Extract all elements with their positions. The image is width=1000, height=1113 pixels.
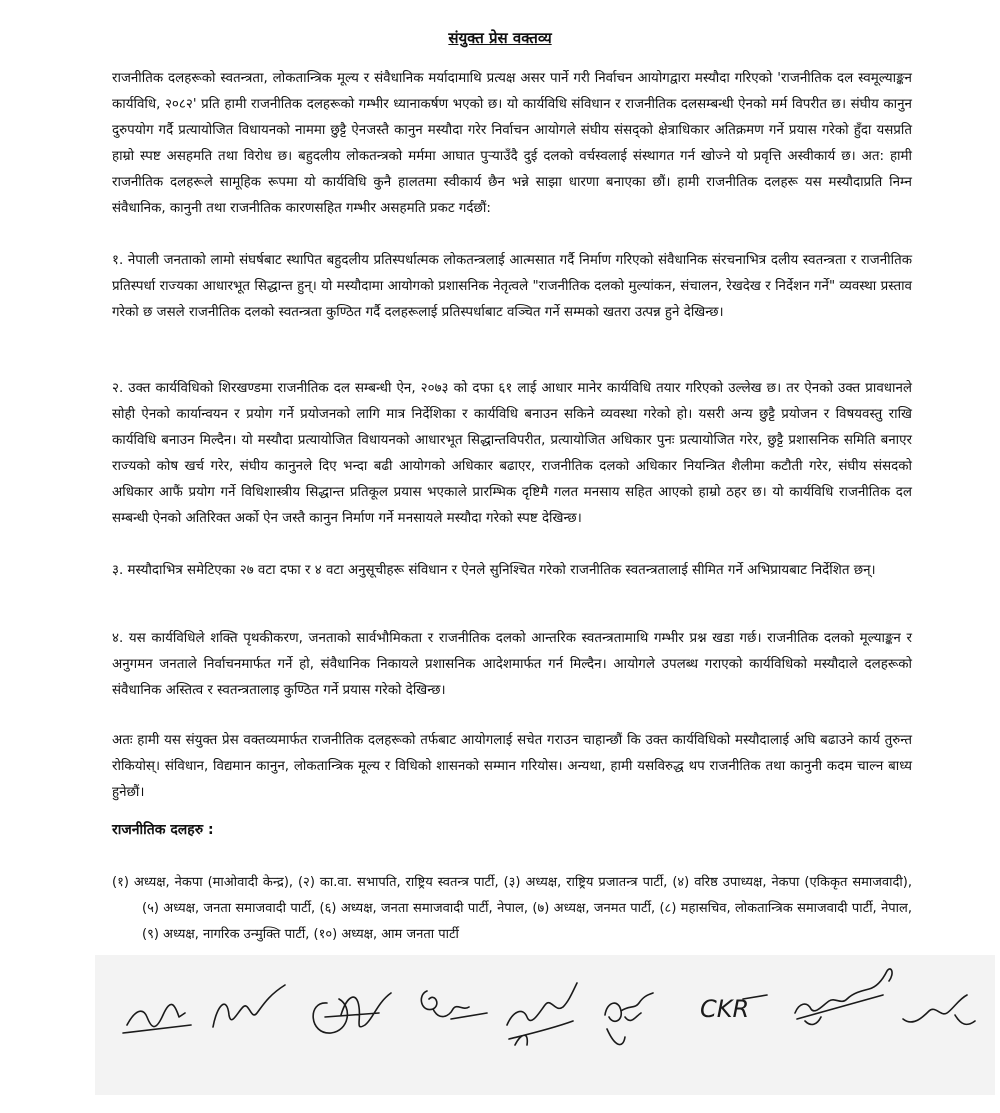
- signatures-area: [95, 955, 995, 1095]
- signatories-list: (१) अध्यक्ष, नेकपा (माओवादी केन्द्र), (२) का.वा. सभापति, राष्ट्रिय स्वतन्त्र पार्टी, (३) अध्यक्ष, राष्ट्रिय प्रजातन्त्र पार्टी, (४) वरिष्ठ उपाध्यक्ष, नेकपा (एकिकृत समाजवादी), (५) अध्यक्ष, जनता समाजवादी पार्टी, (६) अध्यक्ष, जनता समाजवादी पार्टी, नेपाल, (७) अध्यक्ष, जनमत पार्टी, (८) महासचिव, लोकतान्त्रिक समाजवादी पार्टी, नेपाल, (९) अध्यक्ष, नागरिक उन्मुक्ति पार्टी, (१०) अध्यक्ष, आम जनता पार्टी: [112, 875, 912, 942]
- signature-4: [421, 991, 487, 1019]
- signature-9: [903, 995, 975, 1024]
- document-title: संयुक्त प्रेस वक्तव्य: [448, 29, 552, 47]
- intro-paragraph: राजनीतिक दलहरूको स्वतन्त्रता, लोकतान्त्रिक मूल्य र संवैधानिक मर्यादामाथि प्रत्यक्ष असर पार्ने गरी निर्वाचन आयोगद्वारा मस्यौदा गरिएको 'राजनीतिक दल स्वमूल्याङ्कन कार्यविधि, २०८२' प्रति हामी राजनीतिक दलहरूको गम्भीर ध्यानाकर्षण भएको छ। यो कार्यविधि संविधान र राजनीतिक दलसम्बन्धी ऐनको मर्म विपरीत छ। संघीय कानुन दुरुपयोग गर्दै प्रत्यायोजित विधायनको नाममा छुट्टै ऐनजस्तै कानुन मस्यौदा गरेर निर्वाचन आयोगले संघीय संसद्को क्षेत्राधिकार अतिक्रमण गर्ने प्रयास गरेको हुँदा यसप्रति हाम्रो स्पष्ट असहमति तथा विरोध छ। बहुदलीय लोकतन्त्रको मर्ममा आघात पुऱ्याउँदै दुई दलको वर्चस्वलाई संस्थागत गर्न खोज्ने यो प्रवृत्ति अस्वीकार्य छ। अत: हामी राजनीतिक दलहरूले सामूहिक रूपमा यो कार्यविधि कुनै हालतमा स्वीकार्य छैन भन्ने साझा धारणा बनाएका छौं। हामी राजनीतिक दलहरू यस मस्यौदाप्रति निम्न संवैधानिक, कानुनी तथा राजनीतिक कारणसहित गम्भीर असहमति प्रकट गर्दछौं:: [112, 71, 912, 216]
- point-1-paragraph: १. नेपाली जनताको लामो संघर्षबाट स्थापित बहुदलीय प्रतिस्पर्धात्मक लोकतन्त्रलाई आत्मसात गर्दै निर्माण गरिएको संवैधानिक संरचनाभित्र दलीय स्वतन्त्रता र राजनीतिक प्रतिस्पर्धा राज्यका आधारभूत सिद्धान्त हुन्। यो मस्यौदामा आयोगको प्रशासनिक नेतृत्वले "राजनीतिक दलको मुल्यांकन, संचालन, रेखदेख र निर्देशन गर्ने" व्यवस्था प्रस्ताव गरेको छ जसले राजनीतिक दलको स्वतन्त्रता कुण्ठित गर्दै दलहरूलाई प्रतिस्पर्धाबाट वञ्चित गर्ने सम्मको खतरा उत्पन्न हुने देखिन्छ।: [112, 253, 912, 320]
- signature-6: [605, 993, 653, 1045]
- svg-text:CKR: CKR: [700, 995, 750, 1023]
- signatories-heading: राजनीतिक दलहरु :: [112, 822, 214, 838]
- signature-2: [213, 985, 285, 1027]
- signature-8: [795, 969, 892, 1025]
- point-2-paragraph: २. उक्त कार्यविधिको शिरखण्डमा राजनीतिक दल सम्बन्धी ऐन, २०७३ को दफा ६१ लाई आधार मानेर कार्यविधि तयार गरिएको उल्लेख छ। तर ऐनको उक्त प्रावधानले सोही ऐनको कार्यान्वयन र प्रयोग गर्ने प्रयोजनको लागि मात्र निर्देशिका र कार्यविधि बनाउन सकिने व्यवस्था गरेको हो। यसरी अन्य छुट्टै प्रयोजन र विषयवस्तु राखि कार्यविधि बनाउन मिल्दैन। यो मस्यौदा प्रत्यायोजित विधायनको आधारभूत सिद्धान्तविपरीत, प्रत्यायोजित अधिकार पुनः प्रत्यायोजित गरेर, छुट्टै प्रशासनिक समिति बनाएर राज्यको कोष खर्च गरेर, संघीय कानुनले दिए भन्दा बढी आयोगको अधिकार बढाएर, राजनीतिक दलको अधिकार नियन्त्रित शैलीमा कटौती गरेर, संघीय संसदको अधिकार आफैं प्रयोग गर्ने विधिशास्त्रीय सिद्धान्त प्रतिकूल प्रयास भएकाले प्रारम्भिक दृष्टिमै गलत मनसाय सहित आएको हाम्रो ठहर छ। यो कार्यविधि राजनीतिक दल सम्बन्धी ऐनको अतिरिक्त अर्को ऐन जस्तै कानुन निर्माण गर्ने मनसायले मस्यौदा गरेको स्पष्ट देखिन्छ।: [112, 381, 912, 526]
- signature-7-ckr: [700, 995, 767, 1023]
- closing-paragraph: अतः हामी यस संयुक्त प्रेस वक्तव्यमार्फत राजनीतिक दलहरूको तर्फबाट आयोगलाई सचेत गराउन चाहान्छौं कि उक्त कार्यविधिको मस्यौदालाई अघि बढाउने कार्य तुरुन्त रोकियोस्। संविधान, विद्यमान कानुन, लोकतान्त्रिक मूल्य र विधिको शासनको सम्मान गरियोस। अन्यथा, हामी यसविरुद्ध थप राजनीतिक तथा कानुनी कदम चाल्न बाध्य हुनेछौं।: [112, 733, 912, 800]
- signature-3: [313, 993, 391, 1033]
- point-3-paragraph: ३. मस्यौदाभित्र समेटिएका २७ वटा दफा र ४ वटा अनुसूचीहरू संविधान र ऐनले सुनिश्चित गरेको राजनीतिक स्वतन्त्रतालाई सीमित गर्ने अभिप्रायबाट निर्देशित छन्।: [112, 563, 876, 578]
- signature-5: [507, 983, 577, 1045]
- point-4-paragraph: ४. यस कार्यविधिले शक्ति पृथकीकरण, जनताको सार्वभौमिकता र राजनीतिक दलको आन्तरिक स्वतन्त्रतामाथि गम्भीर प्रश्न खडा गर्छ। राजनीतिक दलको मूल्याङ्कन र अनुगमन जनताले निर्वाचनमार्फत गर्ने हो, संवैधानिक निकायले प्रशासनिक आदेशमार्फत गर्न मिल्दैन। आयोगले उपलब्ध गराएको कार्यविधिको मस्यौदाले दलहरूको संवैधानिक अस्तित्व र स्वतन्त्रतालाइ कुण्ठित गर्ने प्रयास गरेको देखिन्छ।: [112, 631, 912, 698]
- signature-1: [123, 1004, 191, 1033]
